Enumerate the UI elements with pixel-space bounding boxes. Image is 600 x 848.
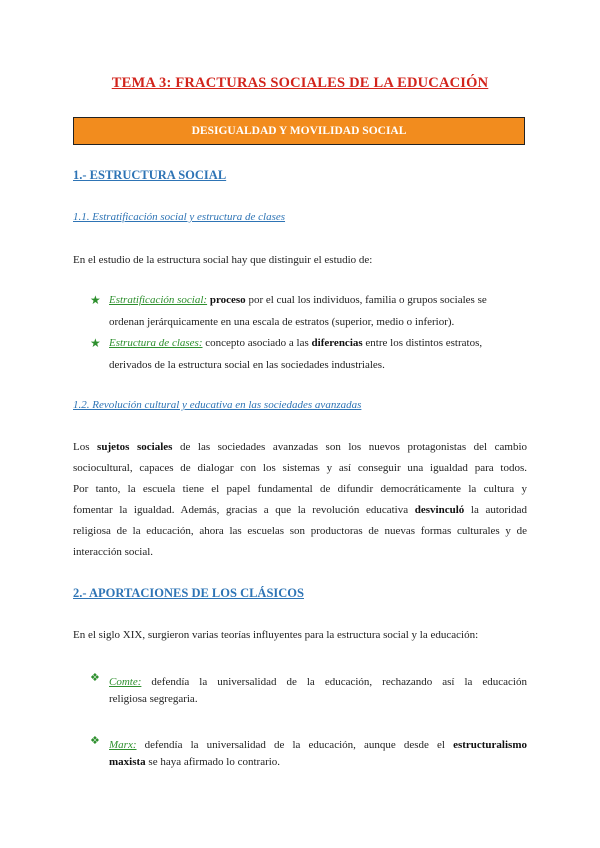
bullet-line2: [109, 756, 527, 777]
subsection-heading-1-2: 1.2. Revolución cultural y educativa en las sociedades avanzadas: [73, 399, 362, 411]
bold-term: sujetos sociales: [97, 441, 173, 453]
section-banner: [73, 117, 525, 145]
banner-text: DESIGUALDAD Y MOVILIDAD SOCIAL: [191, 125, 407, 137]
paragraph-line: Por tanto, la escuela tiene el papel fundamental de difundir democráticamente la cultura y: [73, 483, 527, 495]
star-icon: ★: [90, 336, 101, 350]
term-label: Estratificación social:: [109, 294, 208, 306]
paragraph-line: [73, 500, 527, 521]
document-title: TEMA 3: FRACTURAS SOCIALES DE LA EDUCACIÓN: [111, 75, 489, 91]
bullet-text-pre: defendía la universalidad de la educación, aunque desde el: [136, 739, 454, 751]
term-label: Marx:: [109, 739, 137, 751]
bullet-text-post: entre los distintos estratos,: [362, 337, 483, 349]
bold-term: proceso: [209, 294, 246, 306]
bullet-text-post: se haya afirmado lo contrario.: [145, 756, 281, 768]
bullet-line1: [109, 734, 527, 756]
list-item: [90, 293, 101, 308]
section-heading-1: 1.- ESTRUCTURA SOCIAL: [73, 168, 227, 182]
paragraph-line: religiosa de la educación, ahora las escuelas son productoras de nuevas formas culturales y de: [73, 525, 527, 537]
bullet-text: [109, 734, 527, 777]
bullet-text: [109, 671, 527, 714]
text-span: de las sociedades avanzadas son los nuevos protagonistas del cambio: [172, 441, 527, 453]
body-paragraph: [73, 437, 527, 563]
bullet-text-line2: derivados de la estructura social en las sociedades industriales.: [109, 359, 385, 371]
bullet-text-line2: religiosa segregaria.: [109, 693, 198, 705]
diamond-icon: ❖: [90, 735, 100, 747]
intro-paragraph-1: En el estudio de la estructura social hay que distinguir el estudio de:: [73, 254, 373, 266]
bullet-text: [109, 337, 527, 380]
term-label: Estructura de clases:: [109, 337, 203, 349]
bold-term: diferencias: [311, 337, 363, 349]
list-item: [90, 336, 101, 351]
bullet-text-post: por el cual los individuos, familia o grupos sociales se: [245, 294, 487, 306]
bullet-text-post: defendía la universalidad de la educación, rechazando así la educación: [141, 676, 527, 688]
bold-term: desvinculó: [414, 504, 465, 516]
paragraph-line: sociocultural, capaces de dialogar con los sistemas y así conseguir una igualdad para todos.: [73, 462, 527, 474]
term-label: Comte:: [109, 676, 142, 688]
list-item: [90, 734, 100, 747]
diamond-icon: ❖: [90, 672, 100, 684]
bold-term: estructuralismo: [453, 739, 527, 751]
text-span: fomentar la igualdad. Además, gracias a que la revolución educativa: [73, 504, 415, 516]
bullet-text: [109, 294, 527, 337]
text-span: Los: [73, 441, 98, 453]
paragraph-line: [73, 437, 527, 458]
list-item: [90, 671, 100, 684]
paragraph-line: interacción social.: [73, 546, 154, 558]
intro-paragraph-2: En el siglo XIX, surgieron varias teorías influyentes para la estructura social y la educación:: [73, 629, 479, 641]
bold-term: maxista: [109, 756, 146, 768]
bullet-text-line2: ordenan jerárquicamente en una escala de estratos (superior, medio o inferior).: [109, 316, 455, 328]
text-span: la autoridad: [464, 504, 527, 516]
section-heading-2: 2.- APORTACIONES DE LOS CLÁSICOS: [73, 586, 304, 600]
star-icon: ★: [90, 293, 101, 307]
subsection-heading-1-1: 1.1. Estratificación social y estructura de clases: [73, 211, 286, 223]
bullet-text-pre: concepto asociado a las: [202, 337, 312, 349]
bullet-line1: [109, 671, 527, 693]
